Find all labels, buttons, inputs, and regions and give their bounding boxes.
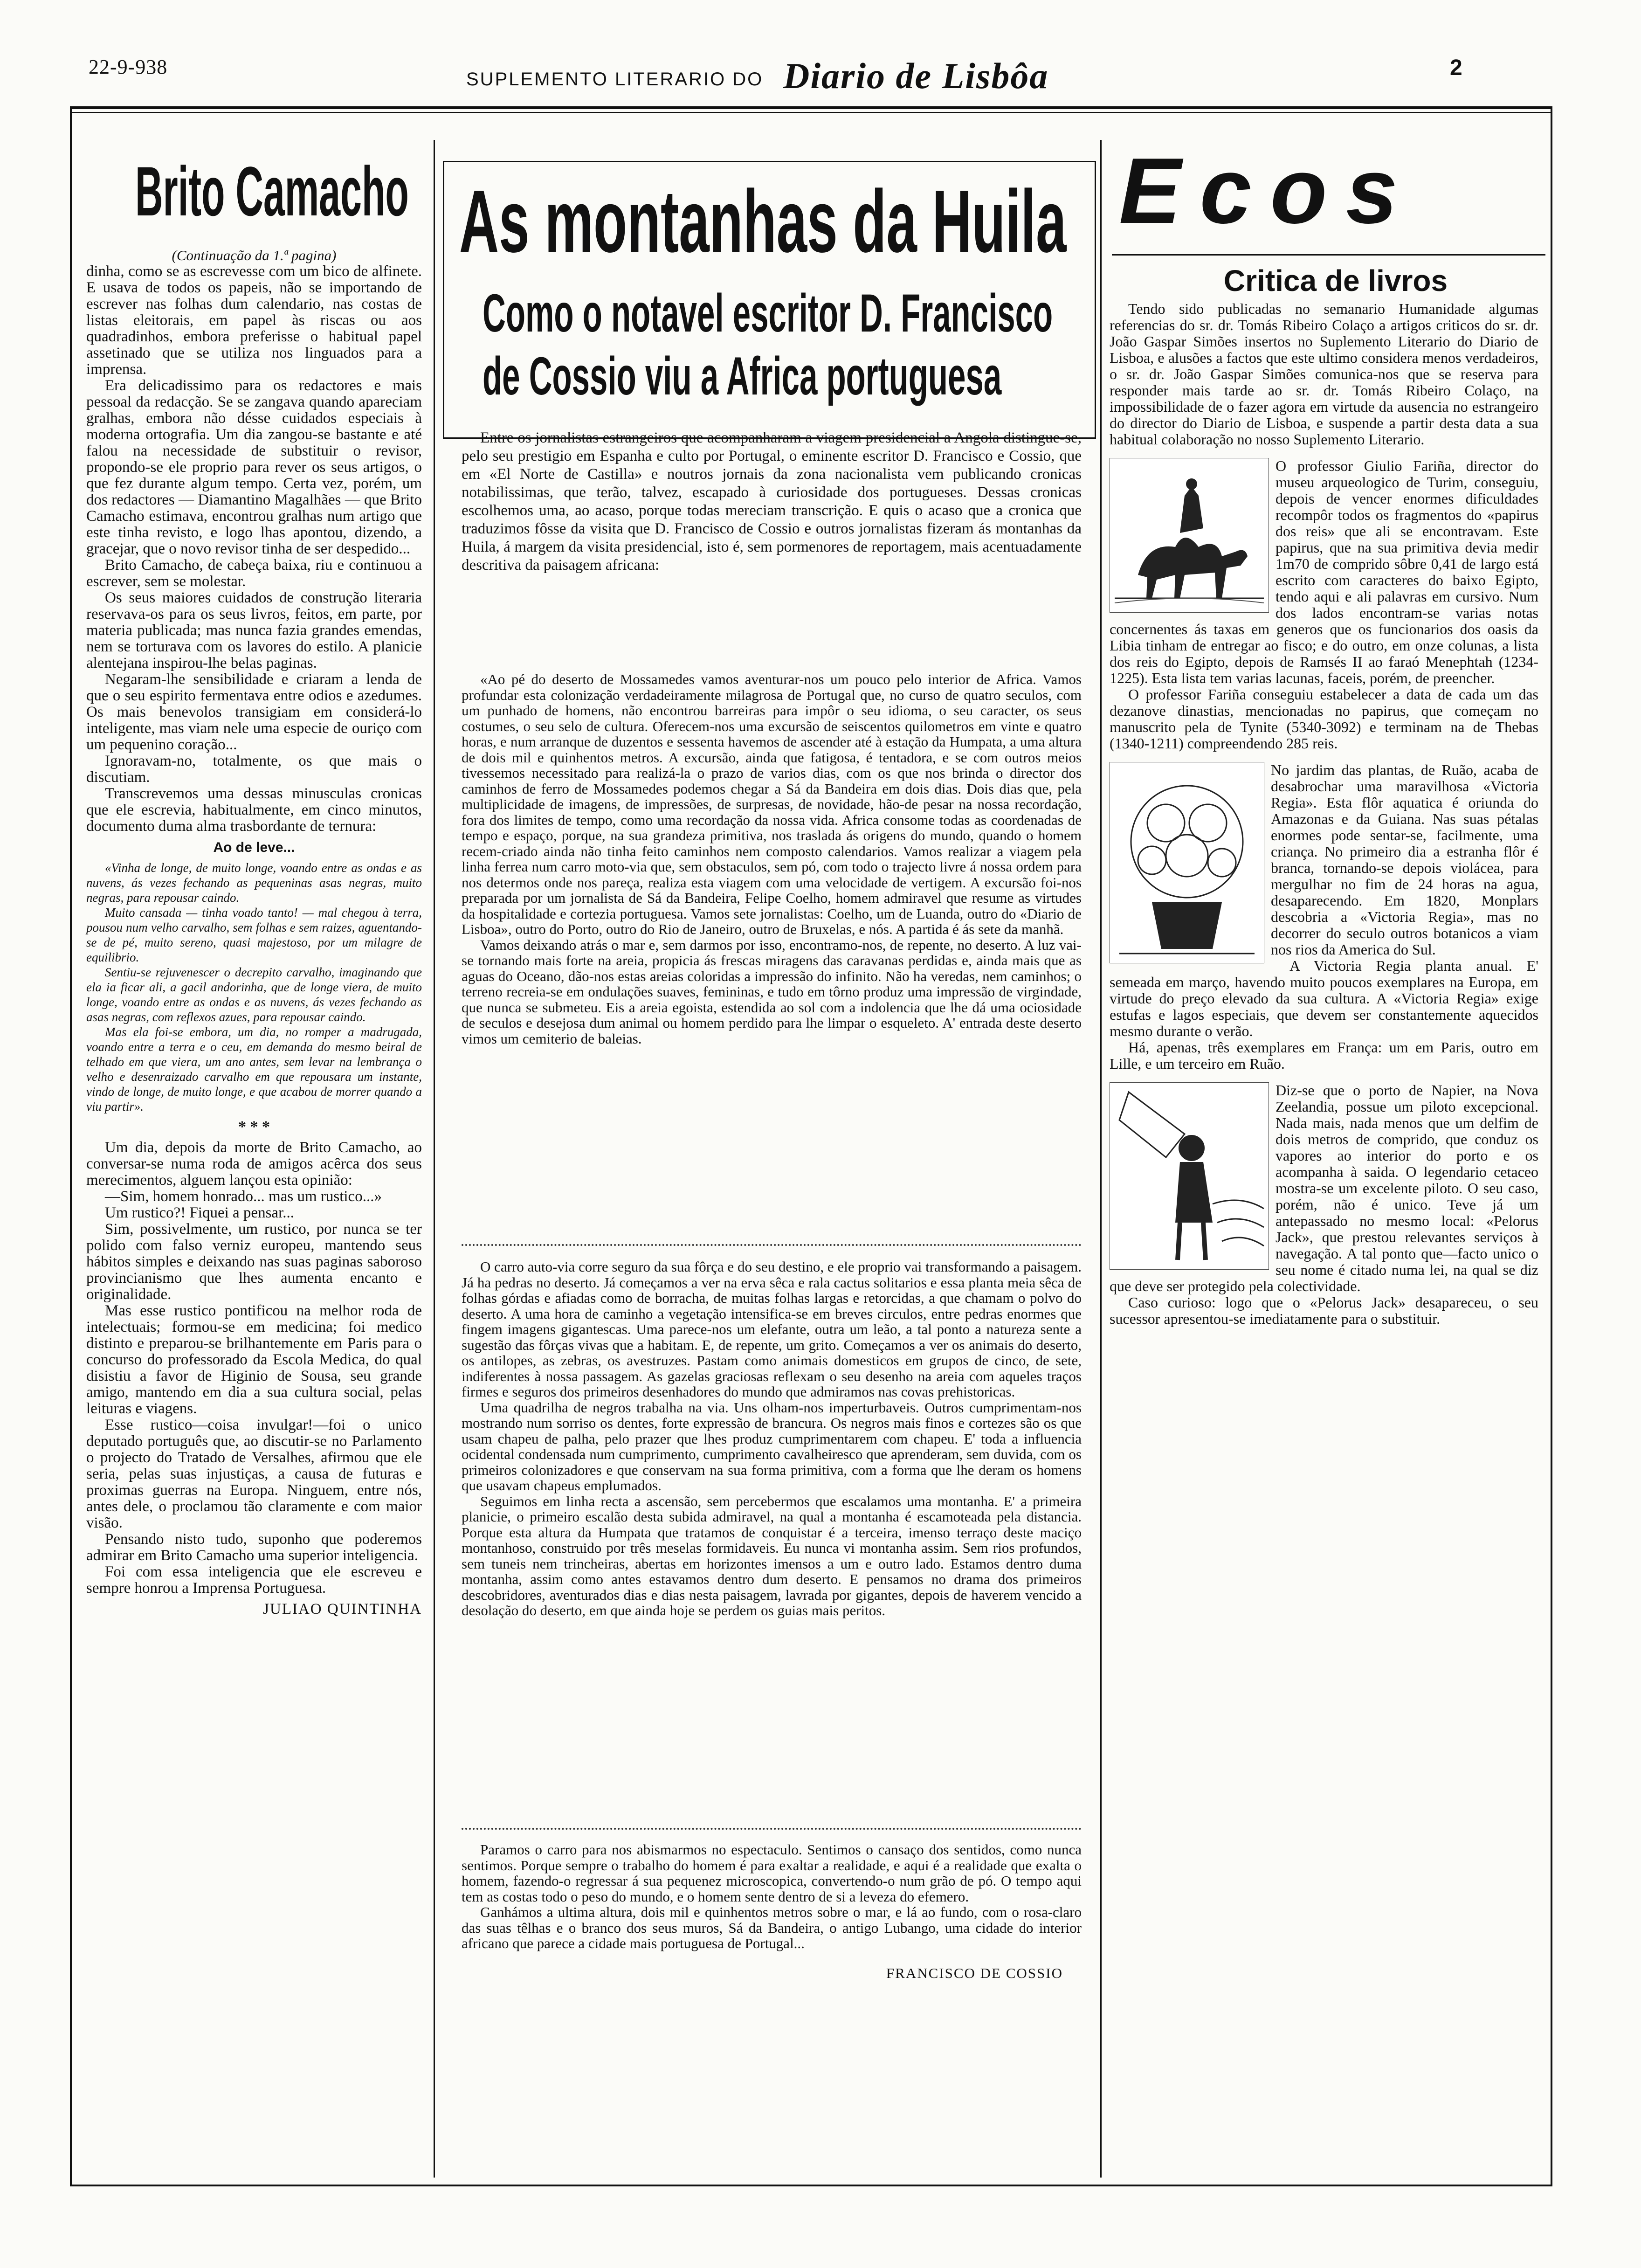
victoria-regia-paragraph: A Victoria Regia planta anual. E' semeada em março, havendo muito poucos exemplares na Europa, em virtude do preço elevado da sua cultura. A «Victoria Regia» exige estufas e lagos especiais, que devem ser constantemente aquecidos mesmo durante o verão.	[1110, 957, 1538, 1039]
top-rule-thin	[70, 112, 1552, 113]
column-divider-2	[1100, 140, 1102, 2178]
paragraph: Esse rustico—coisa invulgar!—foi o unico deputado português que, ao discutir-se no Parlamento o projecto do Tratado de Versalhes, afirmou que ele seria, pelas suas injustiças, a causa de futuras e proximas guerras na Europa. Ninguem, entre nós, antes dele, o proclamou tão claramente e com maior visão.	[86, 1417, 422, 1531]
paragraph: O carro auto-via corre seguro da sua fôrça e do seu destino, e ele proprio vai transformando a paisagem. Já ha pedras no deserto. Já começamos a ver na erva sêca e rala cactus solitarios e essa planta meia sêca de folhas górdas e afiadas como de borracha, de muitas folhas largas e retorcidas, a que chamam o polvo do deserto. A uma hora de caminho a vegetação intensifica-se em breves circulos, entre pedras enormes que fingem imagens gigantescas. Uma parece-nos um elefante, outra um leão, a tal ponto a natureza sente a sugestão das fôrças vivas que a habitam. E, de repente, um grito. Começamos a ver os animais do deserto, os antilopes, as zebras, os avestruzes. Pastam como animais domesticos em grupos de cinco, de sete, indiferentes à nossa passagem. As gazelas graciosas reflexam o seu desenho na areia com aqueles traços firmes e seguros dos primeiros desenhadores do mundo que admiramos nas covas prehistoricas.	[462, 1258, 1082, 1400]
intro-paragraph: Entre os jornalistas estrangeiros que acompanharam a viagem presidencial a Angola distingue-se, pelo seu prestigio em Espanha e culto por Portugal, o eminente escritor D. Francisco e Cossio, que em «El Norte de Castilla» e noutros jornais da zona nacionalista vem publicando cronicas notabilissimas, que terão, talvez, escapado à curiosidade dos portugueses. Dessas cronicas escolhemos uma, ao acaso, porque todas mereciam transcrição. E quis o acaso que a cronica que traduzimos fôsse da visita que D. Francisco de Cossio e outros jornalistas fizeram ás montanhas da Huila, á margem da visita presidencial, isto é, sem pormenores de reportagem, mais acentuadamente descritiva da paisagem africana:	[462, 429, 1082, 574]
paragraph: Um rustico?! Fiquei a pensar...	[105, 1204, 294, 1221]
criticism-paragraph: Tendo sido publicadas no semanario Humanidade algumas referencias do sr. dr. Tomás Ribeiro Colaço a artigos criticos do sr. dr. João Gaspar Simões insertos no Suplemento Literario do Diario de Lisboa, e alusões a factos que este ultimo considera menos verdadeiros, o sr. dr. João Gaspar Simões comunica-nos que se reserva para responder mais tarde ao sr. dr. Tomás Ribeiro Colaço, na impossibilidade de o fazer agora em virtude da ausencia no estrangeiro do director do Diario de Lisboa, e suspende a partir desta data a sua habitual colaboração no nosso Suplemento Literario.	[1110, 300, 1538, 448]
poem-paragraph: Sentiu-se rejuvenescer o decrepito carvalho, imaginando que ela ia ficar ali, a gacil andorinha, que de longe viera, de muito longe, voando entre as ondas e as nuvens, ás vezes fechando as asas negras, com reflexos azues, para repousar caindo.	[86, 965, 422, 1024]
paragraph: Paramos o carro para nos abismarmos no espectaculo. Sentimos o cansaço dos sentidos, como nunca sentimos. Porque sempre o trabalho do homem é para exaltar a realidade, e aqui é a realidade que exalta o homem, fazendo-o regressar á sua pequenez microscopica, convertendo-o num grão de pó. O tempo aqui tem as costas todo o peso do mundo, e o homem sente dentro de si a leveza do efemero.	[462, 1841, 1082, 1905]
huila-body-1	[462, 671, 1082, 1046]
victoria-regia-illustration	[1110, 762, 1264, 963]
top-rule	[70, 106, 1552, 109]
page-number: 2	[1450, 55, 1462, 80]
papyrus-paragraph: O professor Fariña conseguiu estabelecer a data de cada um das dezanove dinastias, mencionadas no papirus, que começam no manuscrito pela de Tynite (5340-3092) e terminam na de Thebas (1340-1211) compreendendo 285 reis.	[1110, 686, 1538, 752]
victoria-regia-paragraph: Há, apenas, três exemplares em França: um em Paris, outro em Lille, e um terceiro em Ruão.	[1110, 1039, 1538, 1072]
brito-camacho-article	[86, 247, 422, 1618]
paragraph: Seguimos em linha recta a ascensão, sem percebermos que escalamos uma montanha. E' a primeira planicie, o primeiro escalão desta subida admiravel, na qual a montanha é escamoteada pela distancia. Porque esta altura da Humpata que tratamos de conquistar é a terceira, imenso terraço deste maciço montanhoso, construido por três meselas formidaveis. Eu nunca vi montanha assim. Sem rios profundos, sem tuneis nem trincheiras, abertas em horizontes imensos a um e outro lado. Estamos dentro duma montanha, assim como antes estavamos dentro dum deserto. E pensamos no drama dos primeiros descobridores, aventurados dias e dias nesta paisagem, lavrada por gigantes, depois de haverem vencido a desolação do deserto, em que ainda hoje se perdem os guias mais peritos.	[462, 1493, 1082, 1618]
right-border	[1551, 106, 1552, 2186]
huila-subtitle-wrap-2	[483, 347, 1079, 410]
dotted-separator	[462, 1244, 1082, 1246]
brito-camacho-title-wrap	[135, 154, 415, 247]
paragraph: Um dia, depois da morte de Brito Camacho, ao conversar-se numa roda de amigos acêrca dos seus merecimentos, alguem lançou esta opinião:	[86, 1139, 422, 1189]
huila-subtitle-wrap-1	[483, 284, 1079, 347]
camel-illustration	[1110, 458, 1269, 613]
bottom-rule	[70, 2185, 1552, 2186]
issue-date: 22-9-938	[89, 55, 168, 78]
paragraph: Transcrevemos uma dessas minusculas cronicas que ele escrevia, habitualmente, em cinco minutos, documento duma alma trasbordante de ternura:	[86, 785, 422, 835]
dolphin-pilot-paragraph: Caso curioso: logo que o «Pelorus Jack» desapareceu, o seu sucessor apresentou-se imediatamente para o substituir.	[1110, 1294, 1538, 1327]
paragraph: Pensando nisto tudo, suponho que poderemos admirar em Brito Camacho uma superior inteligencia.	[86, 1531, 422, 1564]
paragraph: Uma quadrilha de negros trabalha na via. Uns olham-nos imperturbaveis. Outros cumprimentam-nos mostrando num sorriso os dentes, forte expressão de brancura. Os negros mais finos e cortezes são os que usam chapeu de palha, pelo prazer que lhes produz cumprimentarem com chapeu. E' toda a influencia ocidental condensada num cumprimento, cumprimento cavalheiresco que aprenderam, sem duvida, com os primeiros colonizadores e que conservam na sua forma primitiva, com a forma que lhe deram os homens que usavam chapeus emplumados.	[462, 1399, 1082, 1494]
subhead: Ao de leve...	[213, 840, 295, 855]
huila-subtitle-line-2: de Cossio viu a Africa portuguesa	[483, 347, 1002, 406]
victoria-regia-paragraph: No jardim das plantas, de Ruão, acaba de desabrochar uma maravilhosa «Victoria Regia». Esta flôr aquatica é oriunda do Amazonas e da Guiana. Nas suas pétalas enormes pode sentar-se, facilmente, uma criança. No primeiro dia a estranha flôr é branca, tornando-se depois violácea, para mergulhar no fim de 24 horas na agua, desaparecendo. Em 1820, Monplars descobria a «Victoria Regia», mas no decorrer do seculo outros botanicos a viam nos rios da America do Sul.	[1271, 761, 1538, 958]
supplement-label: SUPLEMENTO LITERARIO DO	[466, 69, 764, 90]
paragraph: Mas esse rustico pontificou na melhor roda de intelectuais; formou-se em medicina; foi medico distinto e preparou-se brilhantemente em Paris para o concurso do professorado da Escola Medica, do qual disistiu a favor de Higinio de Sousa, seu grande amigo, mantendo em dia a sua cultura social, pelas leituras e viagens.	[86, 1302, 422, 1417]
signature: JULIAO QUINTINHA	[263, 1601, 422, 1618]
dolphin-pilot-illustration	[1110, 1082, 1269, 1270]
ecos-underline	[1112, 254, 1545, 256]
papyrus-paragraph: O professor Giulio Fariña, director do museu arqueologico de Turim, conseguiu, depois de vencer enormes dificuldades recompôr todos os fragmentos do «papirus dos reis» que ali se encontravam. Este papirus, que na sua primitiva devia medir 1m70 de comprido sôbre 0,41 de largo está escrito com caracteres do baixo Egipto, tendo aqui e ali palavras em cursivo. Num dos lados encontram-se varias notas concernentes ás taxas em generos que os funcionarios dos oasis da Libia tinham de entregar ao fisco; e do outro, em onze colunas, a lista dos reis do Egipto, depois de Ramsés II ao faraó Menephtah (1234-1225). Esta lista tem varias lacunas, faceis, porém, de preencher.	[1110, 457, 1538, 686]
poem-paragraph: Muito cansada — tinha voado tanto! — mal chegou à terra, pousou num velho carvalho, sem folhas e sem raizes, aguentando-se de pé, muito sereno, quasi majestoso, por um milagre de equilibrio.	[86, 906, 422, 964]
dolphin-pilot-paragraph: Diz-se que o porto de Napier, na Nova Zeelandia, possue um piloto excepcional. Nada mais, nada menos que um delfim de dois metros de comprido, que conduz os vapores ao interior do porto e os acompanha à saida. O legendario cetaceo mostra-se um excelente piloto. O seu caso, porém, não é unico. Teve já um antepassado no mesmo local: «Pelorus Jack», que prestou relevantes serviços à navegação. A tal ponto que—facto unico o seu nome é citado numa lei, na qual se diz que deve ser protegido pela colectividade.	[1110, 1082, 1538, 1294]
huila-intro	[462, 429, 1082, 574]
paragraph: Negaram-lhe sensibilidade e criaram a lenda de que o seu espirito fermentava entre odios e azedumes. Os mais benevolos transigiam em considerá-lo inteligente, mas viam nele uma especie de ouriço com um pequenino coração...	[86, 671, 422, 753]
brito-camacho-title: Brito Camacho	[135, 154, 409, 230]
poem-paragraph: «Vinha de longe, de muito longe, voando entre as ondas e as nuvens, ás vezes fechando as pequeninas asas negras, muito negras, para repousar caindo.	[86, 861, 422, 905]
paragraph: Os seus maiores cuidados de construção literaria reservava-os para os seus livros, feitos, em parte, por materia publicada; mas nunca fazia grandes emendas, nem se torturava com os lavores do estilo. A planicie alentejana inspirou-lhe belas paginas.	[86, 589, 422, 671]
section-stars: * * *	[238, 1118, 270, 1135]
paragraph: Vamos deixando atrás o mar e, sem darmos por isso, encontramo-nos, de repente, no deserto. A luz vai-se tornando mais forte na areia, propicia ás frescas miragens das caravanas perdidas e, ainda mais que as aguas do Oceano, dão-nos estas areias coloridas a impressão do infinito. Não ha veredas, nem caminhos; o terreno recreia-se em ondulações suaves, femininas, e tudo em tôrno produz uma impressão de virgindade, que nunca se submeteu. Eis a areia egoista, estendida ao sol com a indolencia que lhe dá uma ociosidade de seculos e desejosa dum animal ou homem perdido para lhe limpar o esqueleto. A' entrada deste deserto vimos um cemiterio de baleias.	[462, 936, 1082, 1047]
paragraph: Ignoravam-no, totalmente, os que mais o discutiam.	[86, 753, 422, 786]
signature: FRANCISCO DE COSSIO	[886, 1964, 1063, 1981]
ecos-title: Ecos	[1119, 139, 1417, 243]
paragraph: dinha, como se as escrevesse com um bico de alfinete. E usava de todos os papeis, não se importando de escrever nas folhas dum calendario, nas costas de listas eleitorais, em papel às riscas ou aos quadradinhos, embora preferisse o habitual papel assetinado que se utiliza nos linguados para a imprensa.	[86, 263, 422, 378]
paragraph: «Ao pé do deserto de Mossamedes vamos aventurar-nos um pouco pelo interior de Africa. Vamos profundar esta colonização verdadeiramente milagrosa de Portugal que, no curso de quatro seculos, com um punhado de homens, não encontrou barreiras para impôr o seu idioma, o seu caracter, os seus costumes, o seu selo de cultura. Oferecem-nos uma excursão de seiscentos quilometros em vinte e quatro horas, e num arranque de duzentos e sessenta havemos de ascender até à estação da Humpata, a uma altura de dois mil e quinhentos metros. A excursão, ainda que fatigosa, é tentadora, e se com outros meios tivessemos necessitado para realizá-la o prazo de varios dias, com os que nos brinda o director dos caminhos de ferro de Mossamedes podemos chegar a Sá da Bandeira em dois dias. Dois dias que, pela multiplicidade de imagens, de impressões, de surpresas, de novidade, hão-de pesar na nossa recordação, fora dos limites de tempo, como uma recordação da nossa vida. Africa consome todas as coordenadas de tempo e espaço, porque, na sua grandeza primitiva, nos traslada ás origens do mundo, quando o homem recem-criado ainda não tinha feito caminhos nem composto calendarios. Vamos realizar a viagem pela linha ferrea num carro moto-via que, sem obstaculos, sem pó, com todo o trajecto livre á nossa ordem para nos determos onde nos pareça, realiza esta viagem com uma velocidade de vertigem. A excursão foi-nos preparada por um jornalista de Sá da Bandeira, Felipe Coelho, homem admiravel que resume as virtudes da hospitalidade e cortezia portuguesa. Vamos sete jornalistas: Coelho, um de Luanda, outro do «Diario de Lisboa», outro do Porto, outro do Rio de Janeiro, outro de Bruxelas, e nós. A partida é ás sete da manhã.	[462, 671, 1082, 937]
paragraph: Ganhámos a ultima altura, dois mil e quinhentos metros sobre o mar, e lá ao fundo, com o rosa-claro das suas têlhas e o branco dos seus muros, Sá da Bandeira, o antigo Lubango, uma cidade do interior africano que parece a cidade mais portuguesa de Portugal...	[462, 1904, 1082, 1951]
left-border	[70, 106, 72, 2186]
huila-body-3	[462, 1842, 1082, 1981]
dotted-separator	[462, 1828, 1082, 1830]
column-divider-1	[434, 140, 435, 2178]
ecos-column	[1110, 301, 1538, 1327]
paragraph: Era delicadissimo para os redactores e mais pessoal da redacção. Se se zangava quando apareciam gralhas, embora não désse cuidados especiais à moderna ortografia. Um dia zangou-se bastante e até falou na necessidade de substituir o revisor, propondo-se ele proprio para rever os seus artigos, o que fez durante algum tempo. Certa vez, porém, um dos redactores — Diamantino Magalhães — que Brito Camacho estimava, encontrou gralhas num artigo que este tinha revisto, e logo lhas apontou, dizendo, a gracejar, que o novo revisor tinha de ser despedido...	[86, 377, 422, 557]
poem-paragraph: Mas ela foi-se embora, um dia, no romper a madrugada, voando entre a terra e o ceu, em demanda do mesmo beiral de telhado em que viera, um ano antes, sem levar na lembrança o velho e desenraizado carvalho em que repousara um instante, vindo de longe, de muito longe, e que acabou de morrer quando a viu partir».	[86, 1025, 422, 1113]
huila-subtitle-line-1: Como o notavel escritor D. Francisco	[483, 284, 1053, 343]
paragraph: Sim, possivelmente, um rustico, por nunca se ter polido com falso verniz europeu, mantendo seus hábitos simples e deixando nas suas paginas saboroso provincianismo que lhes aumenta encanto e originalidade.	[86, 1221, 422, 1303]
criticism-section-head: Critica de livros	[1223, 264, 1448, 297]
newspaper-name: Diario de Lisbôa	[783, 55, 1049, 96]
huila-title: As montanhas da Huila	[459, 173, 1067, 271]
continuation-note: (Continuação da 1.ª pagina)	[172, 247, 337, 263]
huila-title-wrap	[459, 173, 1084, 280]
paragraph: —Sim, homem honrado... mas um rustico...»	[105, 1188, 382, 1205]
paragraph: Foi com essa inteligencia que ele escreveu e sempre honrou a Imprensa Portuguesa.	[86, 1563, 422, 1597]
paragraph: Brito Camacho, de cabeça baixa, riu e continuou a escrever, sem se molestar.	[86, 557, 422, 590]
huila-body-2	[462, 1259, 1082, 1618]
